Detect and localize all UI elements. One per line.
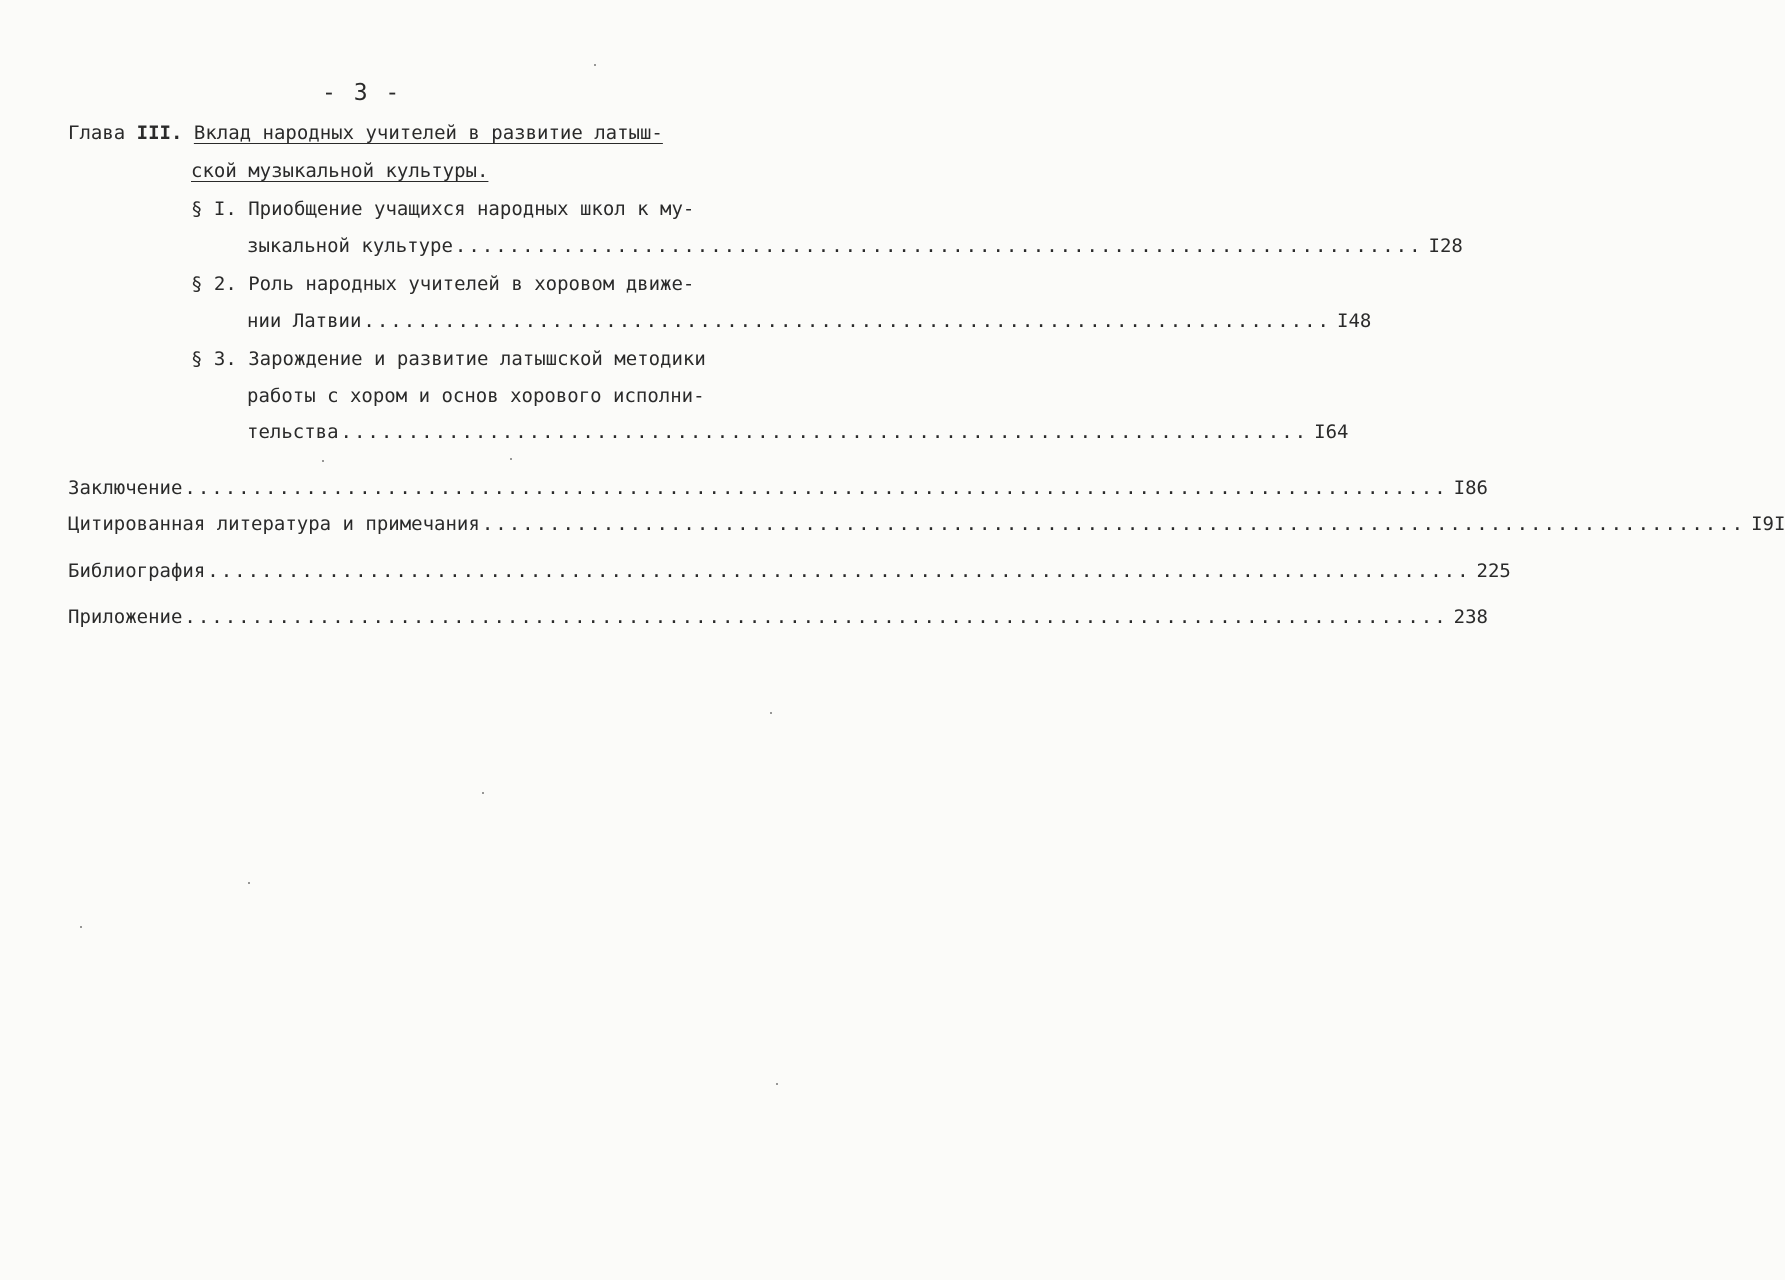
dot-leader: .............................................................................................. xyxy=(481,513,1746,535)
entry-page: I86 xyxy=(1453,477,1488,499)
section-2-title-last: нии Латвии xyxy=(247,310,362,332)
scan-speck xyxy=(510,458,512,460)
scan-speck xyxy=(770,712,772,714)
scan-speck xyxy=(482,792,484,794)
entry-page: 238 xyxy=(1453,606,1488,628)
scan-speck xyxy=(776,1083,778,1085)
section-1-page: I28 xyxy=(1428,235,1463,257)
entry-bibliography xyxy=(68,560,1511,582)
section-1-entry xyxy=(247,235,1463,257)
section-2-entry xyxy=(247,310,1372,332)
section-3-second-line xyxy=(247,385,705,407)
dot-leader: ........................................................................ xyxy=(454,235,1423,257)
chapter-title-line2: ской музыкальной культуры. xyxy=(191,160,489,182)
entry-title: Заключение xyxy=(68,477,183,499)
chapter-title-line1: Вклад народных учителей в развитие латыш- xyxy=(193,122,663,144)
scan-speck xyxy=(322,460,324,462)
entry-title: Библиография xyxy=(68,560,206,582)
section-3-title-last: тельства xyxy=(247,421,339,443)
entry-page: 225 xyxy=(1476,560,1511,582)
section-1-first-line xyxy=(191,198,694,220)
entry-title: Приложение xyxy=(68,606,183,628)
section-2-page: I48 xyxy=(1337,310,1372,332)
entry-appendix xyxy=(68,606,1488,628)
scan-speck xyxy=(594,64,596,66)
section-2-title-line1: Роль народных учителей в хоровом движе- xyxy=(248,273,695,295)
section-1-number: § I. xyxy=(191,198,237,220)
section-2-number: § 2. xyxy=(191,273,237,295)
dot-leader: ........................................................................ xyxy=(363,310,1331,332)
section-1-title-line1: Приобщение учащихся народных школ к му- xyxy=(248,198,695,220)
scan-speck xyxy=(80,926,82,928)
dot-leader: ........................................................................ xyxy=(340,421,1309,443)
entry-page: I9I xyxy=(1751,513,1785,535)
entry-cited-literature xyxy=(68,513,1785,535)
entry-title: Цитированная литература и примечания xyxy=(68,513,480,535)
chapter-heading xyxy=(68,122,663,144)
section-3-title-line2: работы с хором и основ хорового исполни- xyxy=(247,385,705,407)
chapter-label: Глава xyxy=(68,122,126,144)
entry-conclusion xyxy=(68,477,1488,499)
dot-leader: .............................................................................................. xyxy=(184,606,1448,628)
page-number: - 3 - xyxy=(322,80,402,106)
section-1-title-last: зыкальной культуре xyxy=(247,235,453,257)
section-2-first-line xyxy=(191,273,694,295)
chapter-title-line2-row xyxy=(191,160,488,182)
section-3-number: § 3. xyxy=(191,348,237,370)
dot-leader: .............................................................................................. xyxy=(207,560,1471,582)
section-3-page: I64 xyxy=(1314,421,1349,443)
section-3-first-line xyxy=(191,348,706,370)
section-3-title-line1: Зарождение и развитие латышской методики xyxy=(248,348,706,370)
chapter-numeral: III. xyxy=(136,122,183,144)
section-3-entry xyxy=(247,421,1349,443)
dot-leader: .............................................................................................. xyxy=(184,477,1448,499)
scan-speck xyxy=(248,882,250,884)
